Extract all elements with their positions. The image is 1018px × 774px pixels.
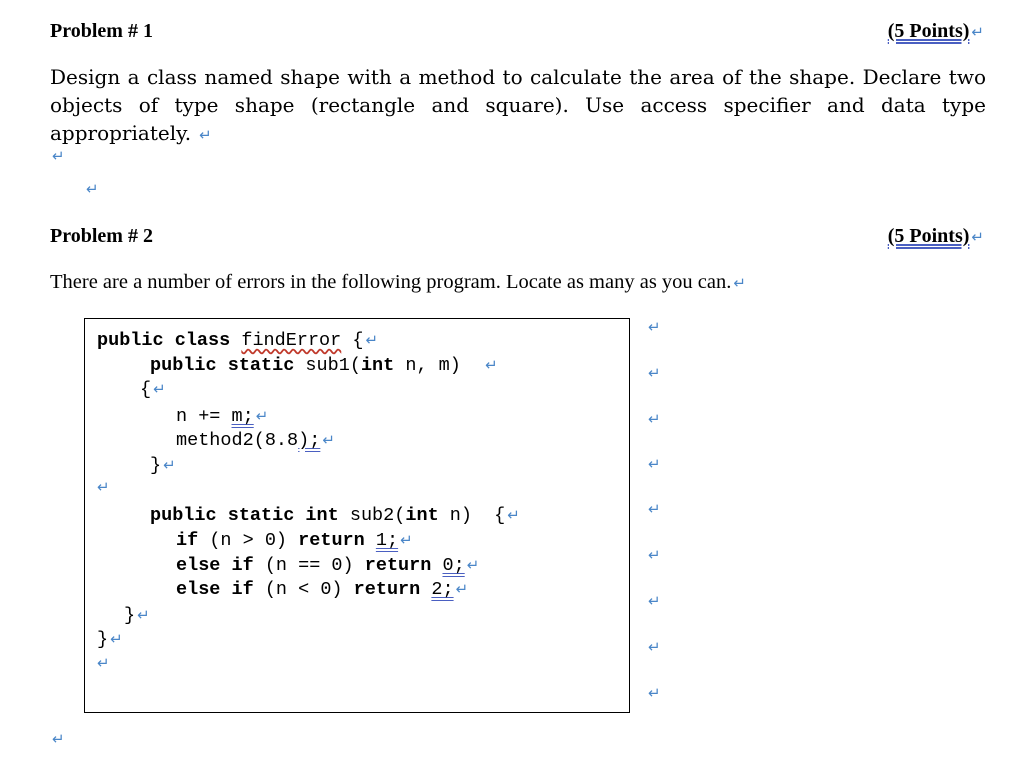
- problem1-line-1: Design a class named shape with a method to calculate the area of the shape. Declare two: [50, 65, 986, 89]
- paragraph-mark-icon: ↵: [97, 478, 110, 496]
- code-grammar-flag: m;: [231, 406, 254, 427]
- problem2-intro-text: There are a number of errors in the following program. Locate as many as you can.: [50, 271, 732, 293]
- code-line-6: [150, 453, 176, 478]
- problem1-description: [50, 63, 986, 149]
- class-name: findError: [241, 330, 342, 351]
- paragraph-mark-icon: ↵: [97, 654, 110, 672]
- code-keyword: if: [176, 530, 199, 551]
- paragraph-mark-icon: ↵: [400, 531, 413, 549]
- problem2-points-text: (5 Points): [887, 225, 970, 247]
- code-line-8: [150, 503, 520, 528]
- problem1-points-text: (5 Points): [887, 20, 970, 42]
- row-end-mark-icon: ↵: [648, 318, 661, 336]
- row-end-mark-icon: ↵: [648, 455, 661, 473]
- code-text: {: [341, 330, 364, 351]
- code-space: [420, 579, 431, 600]
- paragraph-mark-icon: ↵: [86, 180, 99, 198]
- paragraph-mark-icon: ↵: [365, 331, 379, 349]
- code-line-12: [124, 603, 150, 628]
- code-text: }: [124, 605, 136, 626]
- paragraph-mark-icon: ↵: [255, 407, 269, 425]
- row-end-mark-icon: ↵: [648, 410, 661, 428]
- problem2-points: [888, 224, 984, 249]
- paragraph-mark-icon: ↵: [466, 556, 480, 574]
- code-line-1: [97, 328, 378, 353]
- problem2-heading-text: Problem # 2: [50, 225, 153, 247]
- code-text: n, m): [394, 355, 461, 376]
- problem1-line-3-wrap: [50, 119, 986, 149]
- problem2-intro: [50, 269, 746, 296]
- paragraph-mark-icon: ↵: [733, 274, 746, 292]
- code-line-9: [176, 528, 413, 553]
- paragraph-mark-icon: ↵: [153, 380, 166, 398]
- paragraph-mark-icon: ↵: [322, 431, 335, 449]
- code-text: n +=: [176, 406, 232, 427]
- code-line-10: [176, 553, 479, 578]
- code-line-2: [150, 353, 498, 378]
- problem1-line-3: appropriately.: [50, 121, 192, 145]
- code-keyword: public class: [97, 330, 231, 351]
- paragraph-mark-icon: ↵: [137, 606, 150, 624]
- code-text: (n > 0): [198, 530, 299, 551]
- code-keyword: else if: [176, 555, 254, 576]
- paragraph-mark-icon: ↵: [971, 23, 984, 41]
- row-end-mark-icon: ↵: [648, 638, 661, 656]
- code-keyword: else if: [176, 579, 254, 600]
- paragraph-mark-icon: ↵: [199, 126, 212, 144]
- code-text: (n < 0): [253, 579, 354, 600]
- code-keyword: return: [298, 530, 365, 551]
- code-keyword: return: [353, 579, 421, 600]
- row-end-mark-icon: ↵: [648, 364, 661, 382]
- code-text: sub2(: [338, 505, 406, 526]
- problem1-heading: [50, 19, 153, 43]
- code-text: {: [140, 379, 152, 400]
- row-end-mark-icon: ↵: [648, 500, 661, 518]
- paragraph-mark-icon: ↵: [163, 456, 176, 474]
- code-text: }: [150, 455, 162, 476]
- code-keyword: int: [360, 355, 395, 376]
- code-grammar-flag: 1;: [375, 530, 399, 551]
- code-keyword: public static: [150, 355, 295, 376]
- code-text: sub1(: [294, 355, 361, 376]
- problem1-heading-text: Problem # 1: [50, 20, 153, 42]
- paragraph-mark-icon: ↵: [455, 580, 469, 598]
- code-grammar-flag: 2;: [431, 579, 454, 600]
- code-line-5: [176, 428, 335, 453]
- code-text: (n == 0): [253, 555, 365, 576]
- row-end-mark-icon: ↵: [648, 546, 661, 564]
- code-line-11: [176, 577, 468, 602]
- code-line-13: [97, 627, 123, 652]
- row-end-mark-icon: ↵: [648, 684, 661, 702]
- code-keyword: return: [364, 555, 432, 576]
- code-text: n) {: [438, 505, 506, 526]
- code-line-3: [140, 377, 166, 402]
- code-text: method2(8.8: [176, 430, 299, 451]
- paragraph-mark-icon: ↵: [52, 147, 65, 165]
- code-line-4: [176, 404, 268, 429]
- code-space: [365, 530, 376, 551]
- paragraph-mark-icon: ↵: [971, 228, 984, 246]
- paragraph-mark-icon: ↵: [507, 506, 520, 524]
- code-grammar-flag: );: [298, 430, 321, 451]
- problem1-points: [888, 19, 984, 44]
- code-keyword: public static int: [150, 505, 339, 526]
- problem2-heading: [50, 224, 153, 248]
- paragraph-mark-icon: ↵: [485, 356, 498, 374]
- problem1-line-2: objects of type shape (rectangle and square). Use access specifier and data type: [50, 93, 986, 117]
- code-space: [431, 555, 442, 576]
- code-text: }: [97, 629, 109, 650]
- row-end-mark-icon: ↵: [648, 592, 661, 610]
- paragraph-mark-icon: ↵: [52, 730, 65, 748]
- code-keyword: int: [405, 505, 439, 526]
- paragraph-mark-icon: ↵: [110, 630, 123, 648]
- code-grammar-flag: 0;: [442, 555, 465, 576]
